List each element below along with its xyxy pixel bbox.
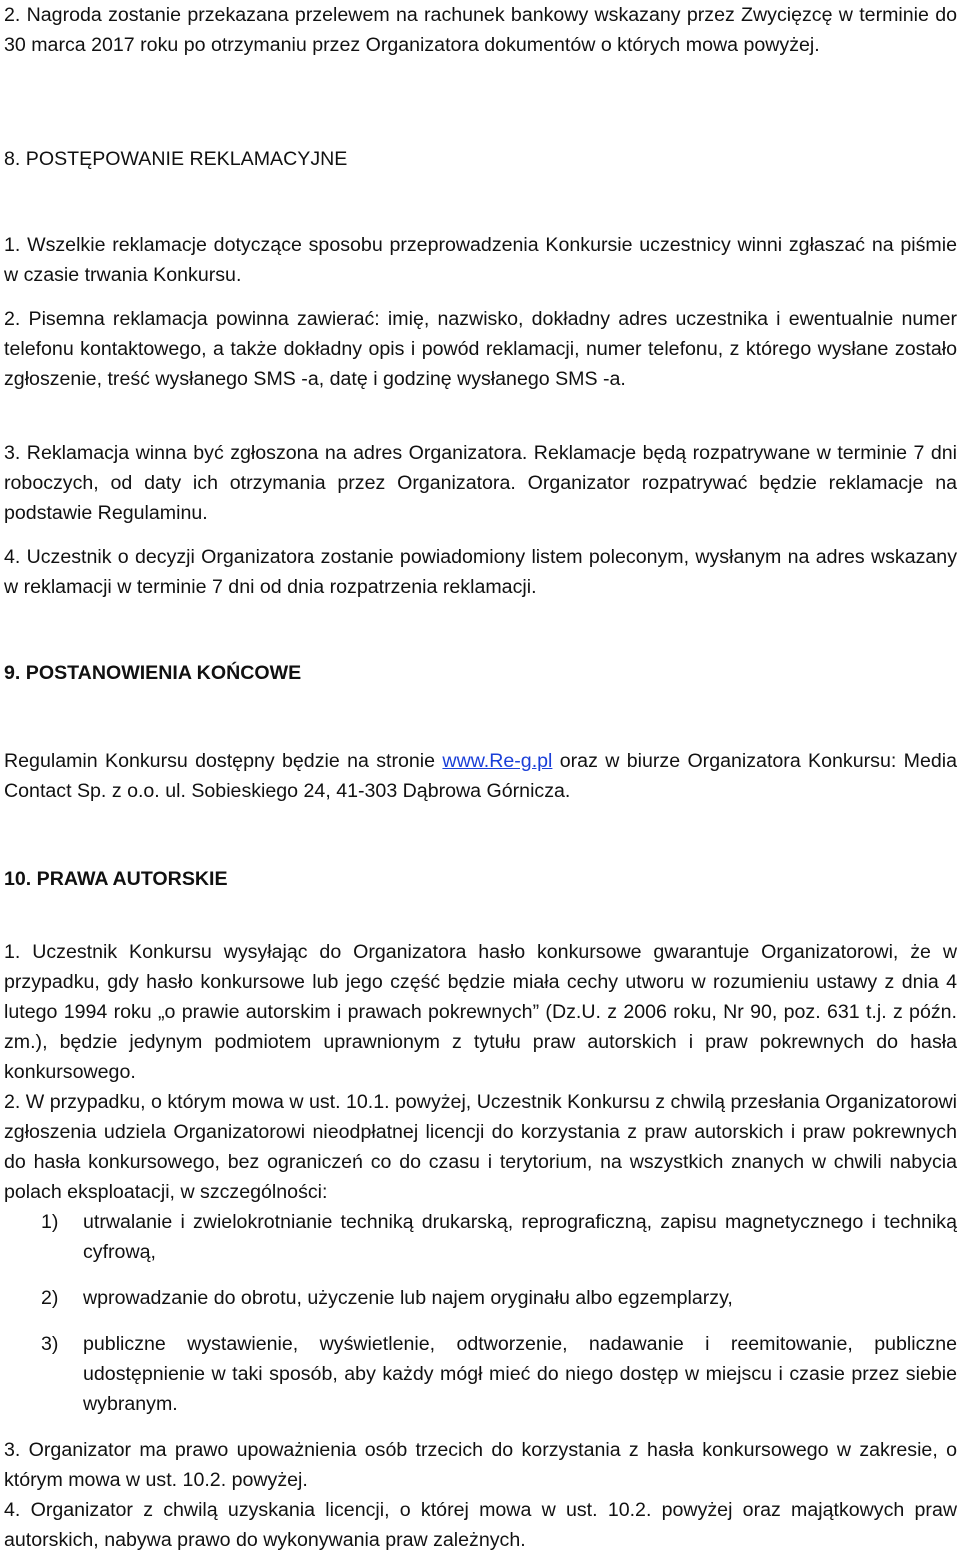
section-10-heading: 10. PRAWA AUTORSKIE: [4, 868, 228, 890]
section-10-body: [4, 937, 957, 1555]
section-8-point-4: 4. Uczestnik o decyzji Organizatora zostanie powiadomiony listem poleconym, wysłanym na adres wskazany w reklamacji w terminie 7 dni od dnia rozpatrzenia reklamacji.: [4, 546, 957, 598]
usage-fields-list: [4, 1207, 957, 1419]
website-link[interactable]: www.Re-g.pl: [442, 750, 553, 772]
list-item: [4, 1329, 957, 1419]
section-9-heading: 9. POSTANOWIENIA KOŃCOWE: [4, 662, 302, 684]
section-10-point-1: 1. Uczestnik Konkursu wysyłając do Organizatora hasło konkursowe gwarantuje Organizatorowi, że w przypadku, gdy hasło konkursowe lub jego część będzie miała cechy utworu w rozumieniu ustawy z dnia 4 lutego 1994 roku „o prawie autorskim i prawach pokrewnych” (Dz.U. z 2006 roku, Nr 90, poz. 631 t.j. z późn. zm.), będzie jedynym podmiotem uprawnionym z tytułu praw autorskich i praw pokrewnych do hasła konkursowego.: [4, 941, 957, 1083]
section-8-heading: 8. POSTĘPOWANIE REKLAMACYJNE: [4, 148, 348, 170]
list-item-text: wprowadzanie do obrotu, użyczenie lub najem oryginału albo egzemplarzy,: [83, 1287, 733, 1309]
section-10-point-3: 3. Organizator ma prawo upoważnienia osób trzecich do korzystania z hasła konkursowego w zakresie, o którym mowa w ust. 10.2. powyżej.: [4, 1439, 957, 1491]
award-paragraph: 2. Nagroda zostanie przekazana przelewem na rachunek bankowy wskazany przez Zwycięzcę w terminie do 30 marca 2017 roku po otrzymaniu przez Organizatora dokumentów o których mowa powyżej.: [4, 4, 957, 56]
section-10-point-2: 2. W przypadku, o którym mowa w ust. 10.1. powyżej, Uczestnik Konkursu z chwilą przesłania Organizatorowi zgłoszenia udziela Organizatorowi nieodpłatnej licencji do korzystania z praw autorskich i praw pokrewnych do hasła konkursowego, bez ograniczeń co do czasu i terytorium, na wszystkich znanych w chwili nabycia polach eksploatacji, w szczególności:: [4, 1091, 957, 1203]
list-item: [4, 1207, 957, 1267]
section-8-point-3: 3. Reklamacja winna być zgłoszona na adres Organizatora. Reklamacje będą rozpatrywane w terminie 7 dni roboczych, od daty ich otrzymania przez Organizatora. Organizator rozpatrywać będzie reklamacje na podstawie Regulaminu.: [4, 442, 957, 524]
list-item-number: 3): [41, 1333, 59, 1355]
list-item: [4, 1283, 957, 1313]
list-item-number: 1): [41, 1211, 59, 1233]
section-10-point-4: 4. Organizator z chwilą uzyskania licencji, o której mowa w ust. 10.2. powyżej oraz majątkowych praw autorskich, nabywa prawo do wykonywania praw zależnych.: [4, 1499, 957, 1551]
section-9-text-after: oraz w biurze Organizatora Konkursu: Media Contact Sp. z o.o. ul. Sobieskiego 24, 41-303 Dąbrowa Górnicza.: [4, 750, 957, 802]
section-8-point-1: 1. Wszelkie reklamacje dotyczące sposobu przeprowadzenia Konkursie uczestnicy winni zgłaszać na piśmie w czasie trwania Konkursu.: [4, 234, 957, 286]
list-item-text: utrwalanie i zwielokrotnianie techniką drukarską, reprograficzną, zapisu magnetycznego i techniką cyfrową,: [83, 1211, 957, 1263]
list-item-text: publiczne wystawienie, wyświetlenie, odtworzenie, nadawanie i reemitowanie, publiczne udostępnienie w taki sposób, aby każdy mógł mieć do niego dostęp w miejscu i czasie przez siebie wybranym.: [83, 1333, 957, 1415]
list-item-number: 2): [41, 1287, 59, 1309]
section-9-text-before: Regulamin Konkursu dostępny będzie na stronie: [4, 750, 443, 772]
section-8-point-2: 2. Pisemna reklamacja powinna zawierać: imię, nazwisko, dokładny adres uczestnika i ewentualnie numer telefonu kontaktowego, a także dokładny opis i powód reklamacji, numer telefonu, z którego wysłane zostało zgłoszenie, treść wysłanego SMS -a, datę i godzinę wysłanego SMS -a.: [4, 308, 957, 390]
section-9-paragraph: [4, 746, 957, 806]
